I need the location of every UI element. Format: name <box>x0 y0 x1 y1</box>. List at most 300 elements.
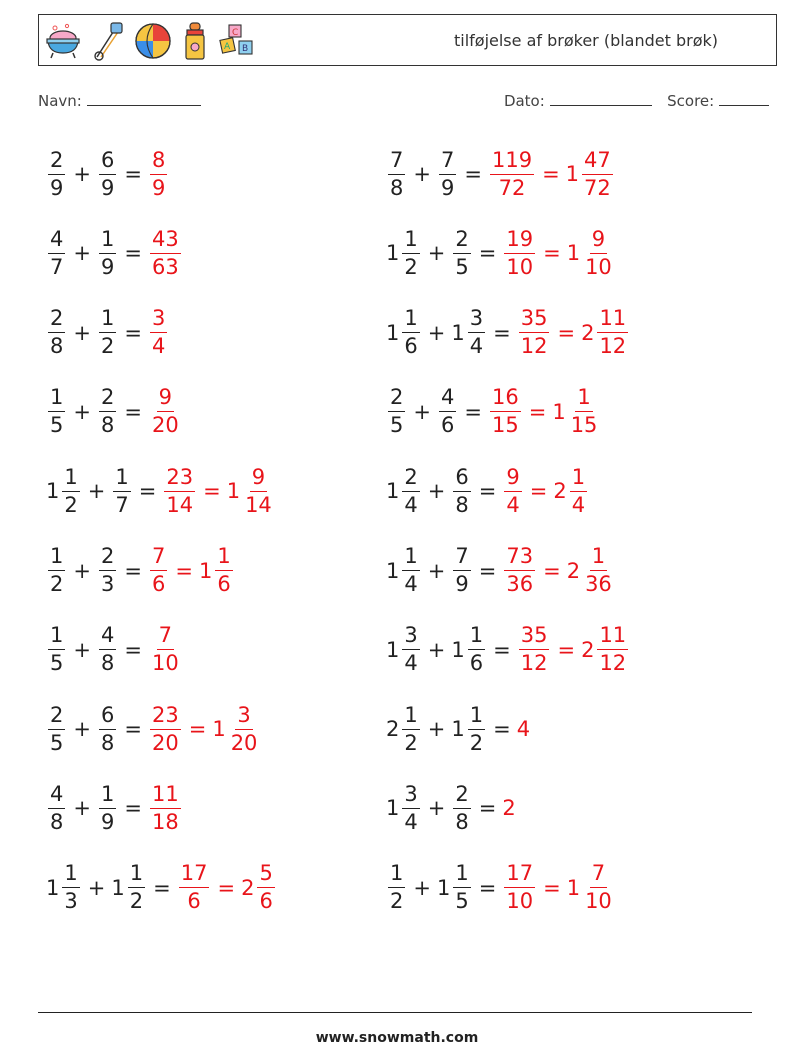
equals-sign: = <box>543 241 561 266</box>
equals-sign: = <box>529 479 548 504</box>
fraction-term <box>386 147 407 200</box>
denominator: 6 <box>259 889 273 914</box>
denominator: 10 <box>585 254 612 279</box>
fraction <box>128 863 145 912</box>
numerator: 4 <box>439 387 456 412</box>
problem-12 <box>386 543 616 599</box>
denominator: 36 <box>506 572 534 596</box>
denominator: 5 <box>390 413 404 438</box>
denominator: 15 <box>491 413 519 438</box>
fraction-term <box>386 863 407 912</box>
plus-sign: + <box>413 399 431 424</box>
whole-number: 1 <box>386 320 400 345</box>
numerator: 1 <box>468 705 485 730</box>
denominator: 8 <box>455 809 469 834</box>
beach-ball-icon <box>133 21 173 61</box>
denominator: 3 <box>64 889 78 914</box>
fraction <box>257 863 274 912</box>
whole-number: 1 <box>386 796 400 821</box>
fraction <box>48 702 65 755</box>
denominator: 20 <box>151 730 179 755</box>
fraction <box>48 226 65 279</box>
plus-sign: + <box>73 637 91 662</box>
numerator: 17 <box>504 863 535 888</box>
numerator: 11 <box>597 625 628 650</box>
equals-sign: = <box>557 320 576 345</box>
score-label: Score: <box>667 92 715 110</box>
fraction-term <box>565 147 615 200</box>
denominator: 7 <box>115 492 129 517</box>
numerator: 5 <box>257 863 274 888</box>
equals-sign: = <box>493 717 511 742</box>
problem-1 <box>46 146 169 202</box>
fraction <box>243 464 274 517</box>
denominator: 4 <box>404 572 418 596</box>
answer <box>148 226 183 279</box>
denominator: 10 <box>506 889 534 914</box>
fraction <box>48 387 65 436</box>
equals-sign: = <box>153 875 171 900</box>
numerator: 1 <box>453 863 470 888</box>
problem-4 <box>386 225 616 281</box>
denominator: 4 <box>404 651 418 676</box>
fraction-term <box>97 546 118 595</box>
fraction-term <box>437 147 458 200</box>
plus-sign: + <box>73 399 91 424</box>
fraction <box>48 546 65 595</box>
fraction <box>48 781 65 834</box>
whole-number: 1 <box>46 479 60 504</box>
numerator: 1 <box>62 467 79 492</box>
problem-8 <box>386 384 601 440</box>
numerator: 2 <box>48 308 65 333</box>
denominator: 6 <box>187 889 201 914</box>
fraction <box>453 863 470 912</box>
plus-sign: + <box>413 162 431 186</box>
numerator: 1 <box>48 387 65 412</box>
numerator: 1 <box>402 705 419 730</box>
numerator: 8 <box>150 150 167 175</box>
problem-5 <box>46 305 169 361</box>
whole-number: 1 <box>46 875 60 900</box>
numerator: 1 <box>388 863 405 888</box>
numerator: 2 <box>48 705 65 730</box>
fraction-term <box>451 781 472 834</box>
fraction <box>504 546 535 595</box>
numerator: 7 <box>388 150 405 175</box>
numerator: 1 <box>99 308 116 333</box>
fraction <box>582 147 613 200</box>
whole-number: 1 <box>198 558 213 583</box>
equals-sign: = <box>493 637 511 662</box>
numerator: 11 <box>150 784 181 809</box>
fraction <box>99 546 116 595</box>
equals-sign: = <box>124 162 142 186</box>
svg-text:C: C <box>232 28 239 38</box>
problem-16 <box>386 701 531 757</box>
plus-sign: + <box>427 241 446 266</box>
fraction-term <box>46 863 82 912</box>
fraction-term <box>386 387 407 436</box>
fraction <box>402 702 419 755</box>
numerator: 1 <box>402 546 419 571</box>
plus-sign: + <box>73 717 91 742</box>
fraction-term <box>148 226 183 279</box>
fraction <box>597 625 628 674</box>
problem-10 <box>386 463 589 519</box>
numerator: 6 <box>99 705 116 730</box>
whole-number: 2 <box>502 796 516 821</box>
answer <box>148 147 169 200</box>
denominator: 4 <box>571 492 586 517</box>
numerator: 35 <box>519 625 550 650</box>
fraction-term <box>97 625 118 674</box>
fraction-term <box>502 863 537 912</box>
denominator: 6 <box>440 413 455 438</box>
numerator: 2 <box>48 150 65 175</box>
numerator: 9 <box>590 229 607 254</box>
whole-number: 2 <box>241 875 255 900</box>
fraction-term <box>241 863 277 912</box>
whole-number: 2 <box>581 320 595 345</box>
fraction-term <box>451 464 472 517</box>
numerator: 1 <box>99 784 116 809</box>
denominator: 5 <box>50 651 64 676</box>
plus-sign: + <box>73 558 91 583</box>
numerator: 7 <box>453 546 470 571</box>
denominator: 4 <box>404 809 418 834</box>
problem-7 <box>46 384 183 440</box>
numerator: 16 <box>490 387 521 412</box>
fraction <box>468 625 485 674</box>
plus-sign: + <box>73 796 91 821</box>
score-blank[interactable] <box>719 93 769 106</box>
denominator: 5 <box>455 254 469 279</box>
fraction-term <box>502 226 537 279</box>
fraction-term <box>162 464 197 517</box>
problem-15 <box>46 701 261 757</box>
denominator: 10 <box>506 254 534 279</box>
fraction <box>468 702 485 755</box>
problem-14 <box>386 622 630 678</box>
fraction-term <box>46 226 67 279</box>
fraction <box>402 464 419 517</box>
denominator: 6 <box>151 572 166 596</box>
denominator: 7 <box>50 254 64 279</box>
whole-number: 1 <box>386 637 400 662</box>
numerator: 35 <box>519 308 550 333</box>
plus-sign: + <box>427 717 446 742</box>
answer <box>502 226 615 279</box>
safety-pin-icon <box>91 21 125 61</box>
fraction-term <box>46 546 67 595</box>
abc-blocks-icon <box>217 21 261 61</box>
plus-sign: + <box>87 875 106 900</box>
denominator: 8 <box>455 492 469 517</box>
denominator: 4 <box>469 334 484 359</box>
numerator: 1 <box>48 625 65 650</box>
fraction <box>113 464 130 517</box>
denominator: 2 <box>50 572 64 596</box>
fraction-term <box>46 147 67 200</box>
numerator: 119 <box>490 150 534 175</box>
denominator: 15 <box>570 413 598 438</box>
whole-number: 1 <box>565 162 580 186</box>
numerator: 3 <box>150 308 167 333</box>
fraction <box>402 308 419 357</box>
fraction <box>519 625 550 674</box>
svg-text:A: A <box>224 42 231 52</box>
numerator: 2 <box>99 546 116 571</box>
denominator: 20 <box>230 730 258 755</box>
fraction <box>519 308 550 357</box>
numerator: 9 <box>504 467 521 492</box>
equals-sign: = <box>124 796 142 821</box>
fraction-term <box>502 546 537 595</box>
whole-number: 1 <box>212 717 226 742</box>
numerator: 23 <box>164 467 195 492</box>
fraction-term <box>111 464 132 517</box>
plus-sign: + <box>73 320 91 345</box>
problem-13 <box>46 622 183 678</box>
fraction-term <box>517 625 552 674</box>
problem-6 <box>386 305 630 361</box>
numerator: 1 <box>113 467 130 492</box>
problem-2 <box>386 146 615 202</box>
denominator: 12 <box>520 334 548 359</box>
fraction <box>570 464 587 517</box>
equals-sign: = <box>138 479 157 504</box>
fraction-term <box>451 625 487 674</box>
denominator: 2 <box>129 889 144 914</box>
fraction <box>439 387 456 436</box>
fraction <box>150 147 167 200</box>
equals-sign: = <box>528 399 547 424</box>
svg-text:B: B <box>242 44 249 54</box>
numerator: 7 <box>157 625 174 650</box>
fraction-term <box>46 702 67 755</box>
fraction-term <box>148 781 183 834</box>
denominator: 9 <box>100 809 115 834</box>
fraction <box>62 863 79 912</box>
whole-number: 1 <box>436 875 451 900</box>
worksheet-header <box>38 14 777 66</box>
fraction-term <box>148 702 183 755</box>
fraction <box>439 147 456 200</box>
name-label: Navn: <box>38 92 82 110</box>
whole-number: 1 <box>451 320 465 345</box>
denominator: 2 <box>100 334 115 359</box>
answer <box>488 147 615 200</box>
plus-sign: + <box>413 875 431 900</box>
numerator: 4 <box>99 625 116 650</box>
plus-sign: + <box>427 320 446 345</box>
whole-number: 2 <box>581 637 595 662</box>
answer <box>177 863 277 912</box>
fraction <box>179 863 210 912</box>
denominator: 9 <box>50 175 64 200</box>
fraction <box>402 226 419 279</box>
fraction-term <box>386 308 422 357</box>
numerator: 7 <box>150 546 167 571</box>
problem-19 <box>46 860 277 916</box>
whole-number: 1 <box>111 875 125 900</box>
baby-bottle-icon <box>181 21 209 61</box>
numerator: 1 <box>99 229 116 254</box>
whole-number: 1 <box>386 241 400 266</box>
date-blank[interactable] <box>550 93 652 106</box>
fraction <box>504 863 535 912</box>
fraction-term <box>111 863 147 912</box>
fraction-term <box>212 702 261 755</box>
denominator: 8 <box>100 413 115 438</box>
fraction-term <box>581 625 630 674</box>
fraction-term <box>386 464 422 517</box>
numerator: 1 <box>468 625 485 650</box>
numerator: 9 <box>157 387 174 412</box>
equals-sign: = <box>478 875 497 900</box>
answer <box>162 464 275 517</box>
numerator: 3 <box>235 705 252 730</box>
fraction-term <box>552 387 601 436</box>
answer <box>148 781 183 834</box>
fraction <box>453 781 470 834</box>
denominator: 14 <box>245 492 272 517</box>
fraction-term <box>553 464 589 517</box>
bathtub-icon <box>43 21 83 61</box>
fraction <box>569 387 600 436</box>
denominator: 5 <box>50 413 64 438</box>
fraction-term <box>386 625 422 674</box>
plus-sign: + <box>427 558 446 583</box>
fraction-term <box>46 781 67 834</box>
whole-number: 1 <box>451 717 465 742</box>
fraction <box>62 464 79 517</box>
fraction <box>150 781 181 834</box>
denominator: 72 <box>498 175 526 200</box>
answer <box>517 625 630 674</box>
problem-17 <box>46 780 183 836</box>
numerator: 43 <box>150 229 181 254</box>
denominator: 14 <box>166 492 194 517</box>
fraction-term <box>437 387 458 436</box>
numerator: 2 <box>453 784 470 809</box>
fraction-term <box>517 717 531 741</box>
name-blank[interactable] <box>87 93 201 106</box>
numerator: 4 <box>48 784 65 809</box>
fraction <box>388 387 405 436</box>
answer <box>502 464 589 517</box>
fraction <box>215 546 232 595</box>
fraction <box>490 147 534 200</box>
problem-18 <box>386 780 517 836</box>
fraction <box>150 702 181 755</box>
header-icons <box>43 19 261 63</box>
fraction-term <box>148 546 169 595</box>
date-label: Dato: <box>503 92 545 110</box>
denominator: 4 <box>506 492 520 517</box>
answer <box>502 546 615 595</box>
fraction-term <box>567 546 616 595</box>
plus-sign: + <box>427 796 446 821</box>
fraction <box>229 702 260 755</box>
fraction <box>597 308 628 357</box>
fraction-term <box>148 308 169 357</box>
denominator: 18 <box>151 809 179 834</box>
fraction <box>150 226 181 279</box>
plus-sign: + <box>73 162 91 186</box>
whole-number: 1 <box>566 241 581 266</box>
denominator: 9 <box>100 254 115 279</box>
whole-number: 1 <box>451 637 465 662</box>
equals-sign: = <box>124 717 142 742</box>
whole-number: 4 <box>516 717 531 742</box>
fraction-term <box>386 781 422 834</box>
numerator: 17 <box>179 863 210 888</box>
footer-url: www.snowmath.com <box>315 1030 479 1046</box>
fraction-term <box>566 226 616 279</box>
denominator: 8 <box>100 651 115 676</box>
fraction-term <box>177 863 212 912</box>
fraction-term <box>488 387 523 436</box>
numerator: 9 <box>250 467 267 492</box>
denominator: 2 <box>64 492 78 517</box>
fraction <box>99 387 116 436</box>
denominator: 8 <box>100 730 115 755</box>
denominator: 4 <box>151 334 166 359</box>
problem-11 <box>46 543 235 599</box>
equals-sign: = <box>124 241 142 266</box>
denominator: 10 <box>151 651 179 676</box>
fraction-term <box>451 546 472 595</box>
fraction <box>453 226 470 279</box>
fraction <box>99 781 116 834</box>
equals-sign: = <box>175 558 193 583</box>
fraction-term <box>502 464 523 517</box>
denominator: 2 <box>404 730 418 755</box>
numerator: 6 <box>99 150 116 175</box>
numerator: 7 <box>439 150 456 175</box>
numerator: 23 <box>150 705 181 730</box>
fraction-term <box>581 308 630 357</box>
equals-sign: = <box>543 875 561 900</box>
fraction <box>583 226 614 279</box>
numerator: 2 <box>402 467 419 492</box>
denominator: 2 <box>404 254 418 279</box>
answer <box>148 387 183 436</box>
fraction-term <box>46 387 67 436</box>
equals-sign: = <box>124 320 142 345</box>
denominator: 8 <box>50 334 64 359</box>
equals-sign: = <box>478 558 497 583</box>
answer <box>148 308 169 357</box>
fraction <box>402 781 419 834</box>
problem-9 <box>46 463 276 519</box>
denominator: 63 <box>151 254 179 279</box>
numerator: 4 <box>48 229 65 254</box>
fraction <box>388 863 405 912</box>
numerator: 1 <box>590 546 607 571</box>
equals-sign: = <box>203 479 221 504</box>
date-score-field <box>504 92 769 110</box>
denominator: 5 <box>455 889 469 914</box>
whole-number: 1 <box>386 558 400 583</box>
fraction <box>490 387 521 436</box>
fraction-term <box>97 387 118 436</box>
whole-number: 1 <box>226 479 241 504</box>
fraction <box>388 147 405 200</box>
denominator: 5 <box>50 730 64 755</box>
